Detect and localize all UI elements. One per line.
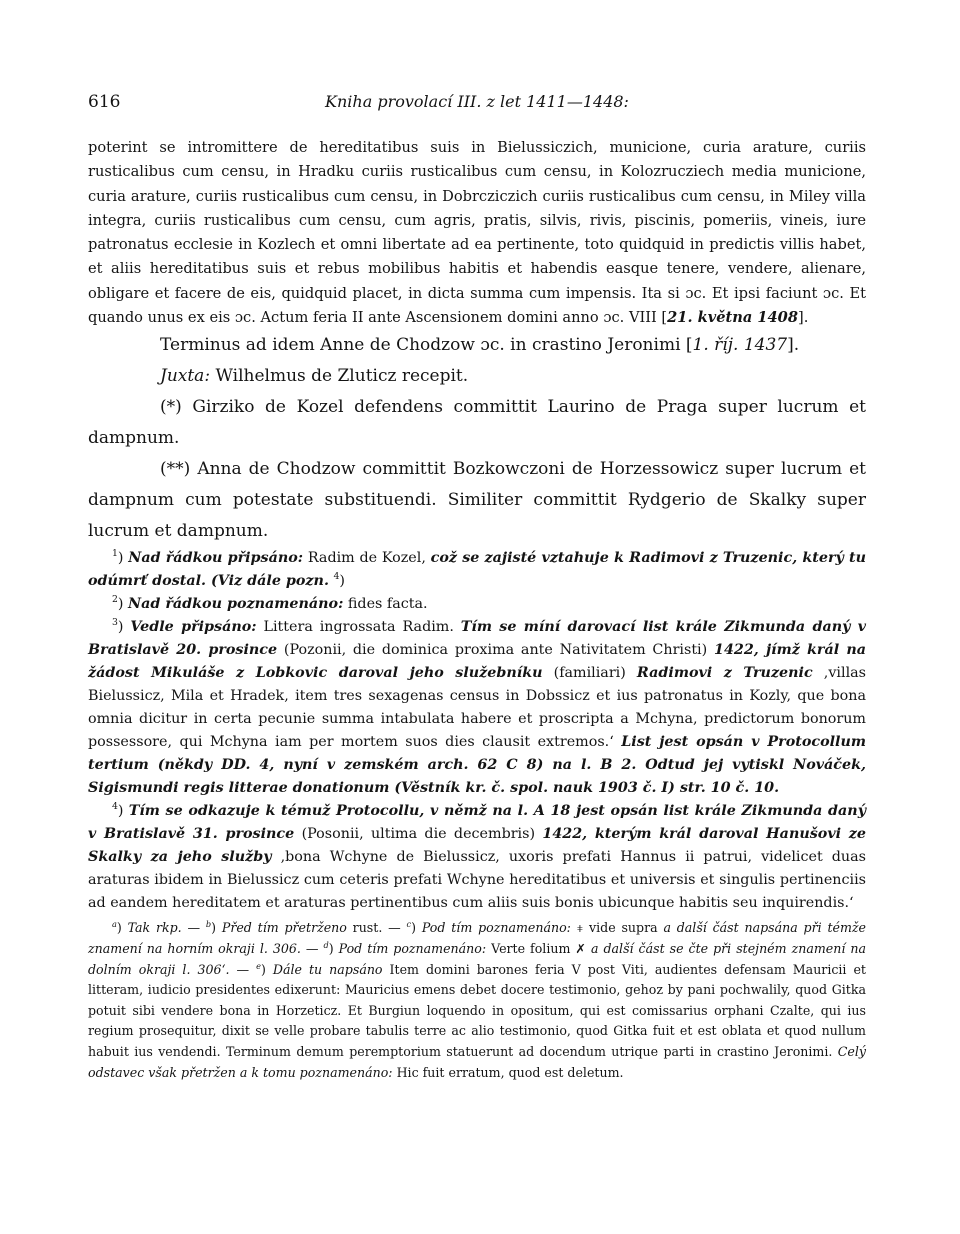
- footnote-text: Littera ingrossata Radim.: [263, 619, 454, 636]
- record-body: poterint se intromittere de hereditatibus suis in Bielussiczich, municione, curia arature, curiis rusticalibus cum censu, in Hradku curiis rusticalibus cum censu, in Kolozrucziech media municione, curia arature, curiis rusticalibus cum censu, in Dobrcziczich curiis rusticalibus cum censu, in Miley villa integra, curiis rusticalibus cum censu, cum agris, pratis, silvis, rivis, piscinis, pomeriis, vineis, iure patronatus ecclesie in Kozlech et omni libertate ad ea pertinente, toto quidquid in predictis villis habet, et aliis hereditatibus suis et rebus mobilibus habitis et habendis easque tenere, vendere, alienare, obligare et facere de eis, quidquid placet, in dicta summa cum impensis. Ita si ɔc. Et ipsi faciunt ɔc. Et quando unus ex eis ɔc. Actum feria II ante Ascensionem domini anno ɔc. VIII [: [88, 139, 866, 327]
- footnote-lead: Vedle připsáno:: [130, 619, 257, 636]
- footnote-comment: což se zajisté vztahuje k Radimovi z Truzenic, který tu odúmrť dostal. (Viz dále pozn.: [88, 550, 866, 590]
- footnote-comment: Radimovi z Truzenic: [636, 665, 813, 682]
- page-number: 616: [88, 92, 121, 112]
- footnote-comment: List jest opsán v Protocollum tertium (někdy DD. 4, nyní v zemském arch. 62 C 8) na l. B 2. Odtud jej vytiskl Nováček, Sigismundi regis litterae donationum (Věstník kr. č. spol. nauk 1903 č. I) str. 10 č. 10.: [88, 734, 866, 797]
- footnote-number: 3: [112, 617, 118, 629]
- footnote-ref: 4: [333, 571, 340, 583]
- critical-apparatus: $^a$) Tak rkp. — $^b$) Před tím přetrženo rust. — $^c$) Pod tím poznamenáno: ⧧ vide supra a další část napsána při témže znamení na horním okraji l. 306. — $^d$) Pod tím poznamenáno: Verte folium ✗ a další část se čte při stejném znamení na dolním okraji l. 306‘. — $^e$) Dále tu napsáno Item domini barones feria V post Viti, audientes defensam Mauricii et litteram, iudicio presidentes edixerunt: Mauricius emens debet docere testimonio, gehoz by pani pochwalily, quod Gitka potuit sibi vendere bona in Horzeticz. Et Burgiun loquendo in opositum, qui est comissarius orphani Czalte, qui ius regium prosequitur, dixit se velle probare tabulis terre ac alio testimonio, quod Gitka fuit et est oblata et quod nullum habuit ius vendendi. Terminum demum peremptorium statuerunt ad docendum utrique parti in crastino Jeronimi. Celý odstavec však přetržen a k tomu poznamenáno: Hic fuit erratum, quod est deletum.: [88, 919, 867, 1080]
- juxta-text: Wilhelmus de Zluticz recepit.: [215, 366, 469, 387]
- footnote-1: $^1$) Nad řádkou připsáno: Radim de Kozel, což se zajisté vztahuje k Radimovi z Truzenic, který tu odúmrť dostal. (Viz dále pozn. $^4$): [88, 548, 866, 590]
- footnote-text: ,villas Bielussicz, Mila et Hradek, item tres sexagenas census in Dobssicz et ius patronatus in Kozly, que bona omnia dicitur in certa pecunie summa intabulata habere et proscripta a Mchyna, predictorum bonorum possessore, qui Mchyna iam per mortem suos dies clausit extremos.‘: [88, 665, 866, 751]
- footnote-number: 4: [112, 801, 118, 813]
- terminus-date: 1. říj. 1437: [692, 335, 788, 356]
- footnote-2: $^2$) Nad řádkou poznamenáno: fides facta.: [112, 594, 428, 613]
- apparatus-note: a další část se čte při stejném znamení na dolním okraji l. 306‘.: [88, 940, 866, 977]
- page-body: [88, 136, 866, 1083]
- page: [88, 92, 866, 1083]
- apparatus-note: Dále tu napsáno: [272, 961, 383, 977]
- footnote-text: (familiari): [553, 665, 626, 682]
- girziko-text: Girziko de Kozel defendens committit Laurino de Praga super lucrum et dampnum.: [88, 397, 867, 449]
- record-text: [88, 136, 866, 330]
- footnote-comment: 1422, kterým král daroval Hanušovi ze Skalky za jeho služby: [88, 826, 867, 866]
- juxta-entry: [88, 361, 866, 392]
- terminus-entry: [88, 330, 866, 361]
- apparatus-note: Celý odstavec však přetržen a k tomu poznamenáno:: [88, 1043, 866, 1080]
- apparatus-text: Item domini barones feria V post Viti, audientes defensam Mauricii et litteram, iudicio presidentes edixerunt: Mauricius emens debet docere testimonio, gehoz by pani pochwalily, quod Gitka potuit sibi vendere bona in Horzeticz. Et Burgiun loquendo in opositum, qui est comissarius orphani Czalte, qui ius regium prosequitur, dixit se velle probare tabulis terre ac alio testimonio, quod Gitka fuit et est oblata et quod nullum habuit ius vendendi. Terminum demum peremptorium statuerunt ad docendum utrique parti in crastino Jeronimi.: [88, 961, 866, 1059]
- footnote-text: (Posonii, ultima die decembris): [301, 826, 536, 843]
- apparatus-text: Verte folium: [491, 940, 571, 956]
- footnote-comment: 1422, jímž král na žádost Mikuláše z Lobkovic daroval jeho služebníku: [88, 642, 867, 682]
- apparatus-text: rust.: [352, 920, 383, 936]
- girziko-entry: [88, 392, 866, 454]
- anna-text: Anna de Chodzow committit Bozkowczoni de Horzessowicz super lucrum et dampnum cum potestate substituendi. Similiter committit Rydgerio de Skalky super lucrum et dampnum.: [88, 459, 867, 542]
- anna-entry: [88, 454, 866, 547]
- footnote-text: fides facta.: [347, 596, 428, 613]
- apparatus-note: Tak rkp.: [127, 920, 182, 936]
- running-title: Kniha provolací III. z let 1411—1448:: [325, 92, 629, 111]
- terminus-tail: ].: [787, 335, 800, 356]
- footnote-3: $^3$) Vedle připsáno: Littera ingrossata Radim. Tím se míní darovací list krále Zikmunda daný v Bratislavě 20. prosince (Pozonii, die dominica proxima ante Nativitatem Christi) 1422, jímž král na žádost Mikuláše z Lobkovic daroval jeho služebníku (familiari) Radimovi z Truzenic ,villas Bielussicz, Mila et Hradek, item tres sexagenas census in Dobssicz et ius patronatus in Kozly, que bona omnia dicitur in certa pecunie summa intabulata habere et proscripta a Mchyna, predictorum bonorum possessore, qui Mchyna iam per mortem suos dies clausit extremos.‘ List jest opsán v Protocollum tertium (někdy DD. 4, nyní v zemském arch. 62 C 8) na l. B 2. Odtud jej vytiskl Nováček, Sigismundi regis litterae donationum (Věstník kr. č. spol. nauk 1903 č. I) str. 10 č. 10.: [88, 617, 867, 797]
- footnote-close: ): [339, 573, 345, 590]
- footnote-text: Radim de Kozel,: [307, 550, 426, 567]
- footnote-comment: Tím se odkazuje k témuž Protocollu, v němž na l. A 18 jest opsán list krále Zikmunda daný v Bratislavě 31. prosince: [88, 803, 867, 843]
- footnote-lead: Nad řádkou poznamenáno:: [128, 596, 344, 613]
- girziko-mark: (*): [160, 397, 182, 418]
- terminus-text: Terminus ad idem Anne de Chodzow ɔc. in crastino Jeronimi [: [160, 335, 693, 356]
- footnote-text: (Pozonii, die dominica proxima ante Nativitatem Christi): [283, 642, 708, 659]
- apparatus-note: Pod tím poznamenáno:: [338, 940, 487, 956]
- cross-sign-icon: ✗: [575, 940, 586, 956]
- footnote-number: 1: [112, 548, 118, 560]
- apparatus-text: vide supra: [589, 920, 658, 936]
- apparatus-text: Hic fuit erratum, quod est deletum.: [396, 1064, 624, 1080]
- record-tail: ].: [798, 309, 809, 327]
- footnote-4: $^4$) Tím se odkazuje k témuž Protocollu, v němž na l. A 18 jest opsán list krále Zikmunda daný v Bratislavě 31. prosince (Posonii, ultima die decembris) 1422, kterým král daroval Hanušovi ze Skalky za jeho služby ,bona Wchyne de Bielussicz, uxoris prefati Hannus ii patrui, videlicet duas araturas ibidem in Bielussicz cum ceteris prefati Wchyne hereditatibus et universis et singulis pertinenciis ad eandem hereditatem et araturas pertinentibus cum aliis suis bonis ubicunque habitis seu inquirendis.‘: [88, 801, 867, 912]
- footnote-number: 2: [112, 594, 118, 606]
- juxta-label: Juxta:: [160, 366, 211, 387]
- marginal-sign-icon: ⧧: [576, 920, 584, 936]
- apparatus-note: Před tím přetrženo: [221, 920, 347, 936]
- footnote-lead: Nad řádkou připsáno:: [128, 550, 304, 567]
- anna-mark: (**): [160, 459, 191, 480]
- page-header: [88, 92, 866, 118]
- record-date-note: 21. května 1408: [667, 309, 798, 327]
- apparatus-note: Pod tím poznamenáno:: [421, 920, 571, 936]
- apparatus-note: a další část napsána při témže znamení na horním okraji l. 306.: [88, 920, 867, 956]
- footnote-comment: Tím se míní darovací list krále Zikmunda daný v Bratislavě 20. prosince: [88, 619, 867, 659]
- footnote-text: ,bona Wchyne de Bielussicz, uxoris prefati Hannus ii patrui, videlicet duas araturas ibidem in Bielussicz cum ceteris prefati Wchyne hereditatibus et universis et singulis pertinenciis ad eandem hereditatem et araturas pertinentibus cum aliis suis bonis ubicunque habitis seu inquirendis.‘: [88, 849, 866, 912]
